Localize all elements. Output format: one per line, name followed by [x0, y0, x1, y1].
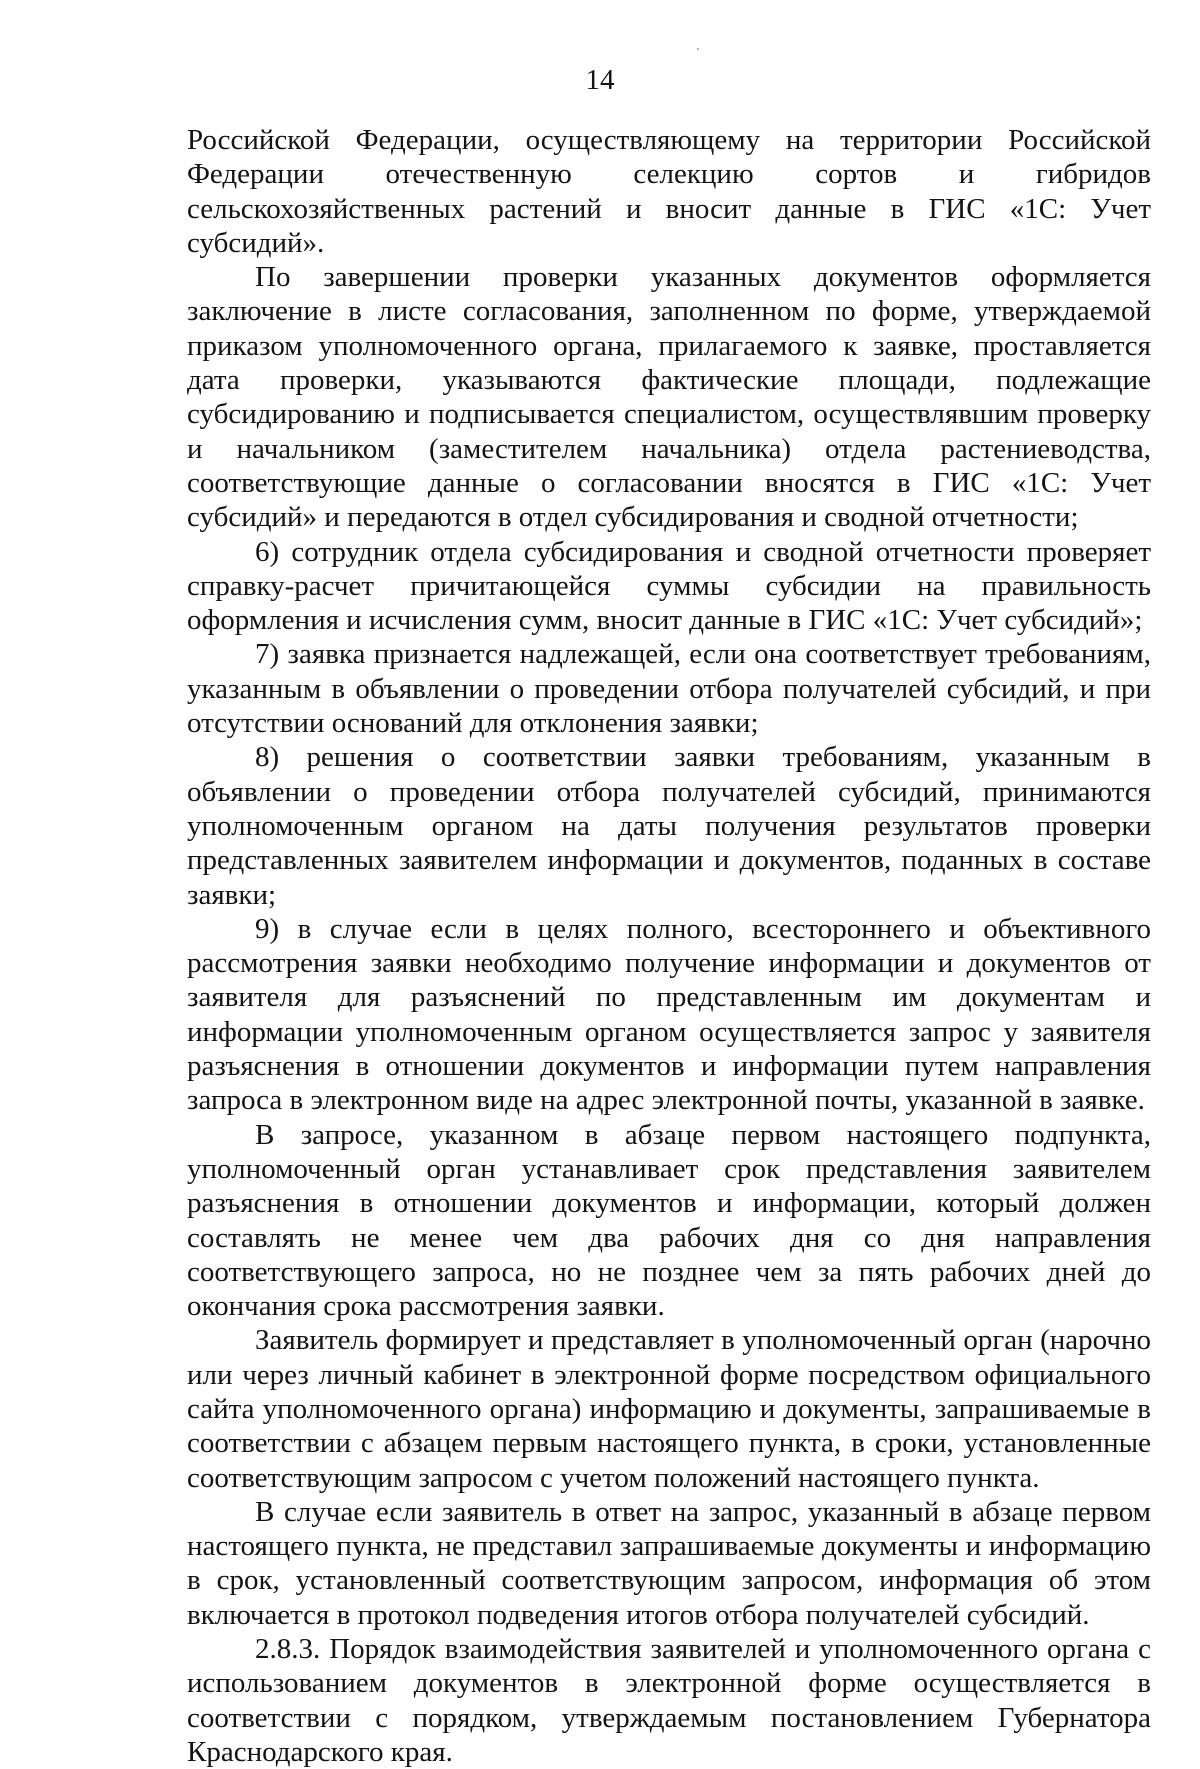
paragraph: Российской Федерации, осуществляющему на территории Российской Федерации отечественную селекцию сортов и гибридов сельскохозяйственных растений и вносит данные в ГИС «1С: Учет субсидий».: [187, 124, 1151, 259]
page-number: 14: [585, 64, 615, 96]
paragraph: В запросе, указанном в абзаце первом настоящего подпункта, уполномоченный орган устанавливает срок представления заявителем разъяснения в отношении документов и информации, который должен составлять не менее чем два рабочих дня со дня направления соответствующего запроса, но не позднее чем за пять рабочих дней до окончания срока рассмотрения заявки.: [187, 1118, 1151, 1323]
paragraph: 6) сотрудник отдела субсидирования и сводной отчетности проверяет справку-расчет причитающейся суммы субсидии на правильность оформления и исчисления сумм, вносит данные в ГИС «1С: Учет субсидий»;: [187, 535, 1151, 637]
paragraph: По завершении проверки указанных документов оформляется заключение в листе согласования, заполненном по форме, утверждаемой приказом уполномоченного органа, прилагаемого к заявке, проставляется дата проверки, указываются фактические площади, подлежащие субсидированию и подписывается специалистом, осуществлявшим проверку и начальником (заместителем начальника) отдела растениеводства, соответствующие данные о согласовании вносятся в ГИС «1С: Учет субсидий» и передаются в отдел субсидирования и сводной отчетности;: [187, 261, 1151, 534]
paragraph: 8) решения о соответствии заявки требованиям, указанным в объявлении о проведении отбора получателей субсидий, принимаются уполномоченным органом на даты получения результатов проверки представленных заявителем информации и документов, поданных в составе заявки;: [187, 741, 1151, 911]
paragraph: 9) в случае если в целях полного, всестороннего и объективного рассмотрения заявки необходимо получение информации и документов от заявителя для разъяснений по представленным им документам и информации уполномоченным органом осуществляется запрос у заявителя разъяснения в отношении документов и информации путем направления запроса в электронном виде на адрес электронной почты, указанной в заявке.: [187, 912, 1151, 1117]
paragraph: В случае если заявитель в ответ на запрос, указанный в абзаце первом настоящего пункта, не представил запрашиваемые документы и информацию в срок, установленный соответствующим запросом, информация об этом включается в протокол подведения итогов отбора получателей субсидий.: [187, 1495, 1151, 1631]
document-body: [187, 123, 1151, 1769]
paragraph: Заявитель формирует и представляет в уполномоченный орган (нарочно или через личный кабинет в электронной форме посредством официального сайта уполномоченного органа) информацию и документы, запрашиваемые в соответствии с абзацем первым настоящего пункта, в сроки, установленные соответствующим запросом с учетом положений настоящего пункта.: [187, 1324, 1151, 1494]
paragraph: 7) заявка признается надлежащей, если она соответствует требованиям, указанным в объявлении о проведении отбора получателей субсидий, и при отсутствии оснований для отклонения заявки;: [187, 638, 1151, 740]
scan-speck: [697, 48, 699, 50]
paragraph: 2.8.3. Порядок взаимодействия заявителей и уполномоченного органа с использованием документов в электронной форме осуществляется в соответствии с порядком, утверждаемым постановлением Губернатора Краснодарского края.: [187, 1633, 1151, 1768]
